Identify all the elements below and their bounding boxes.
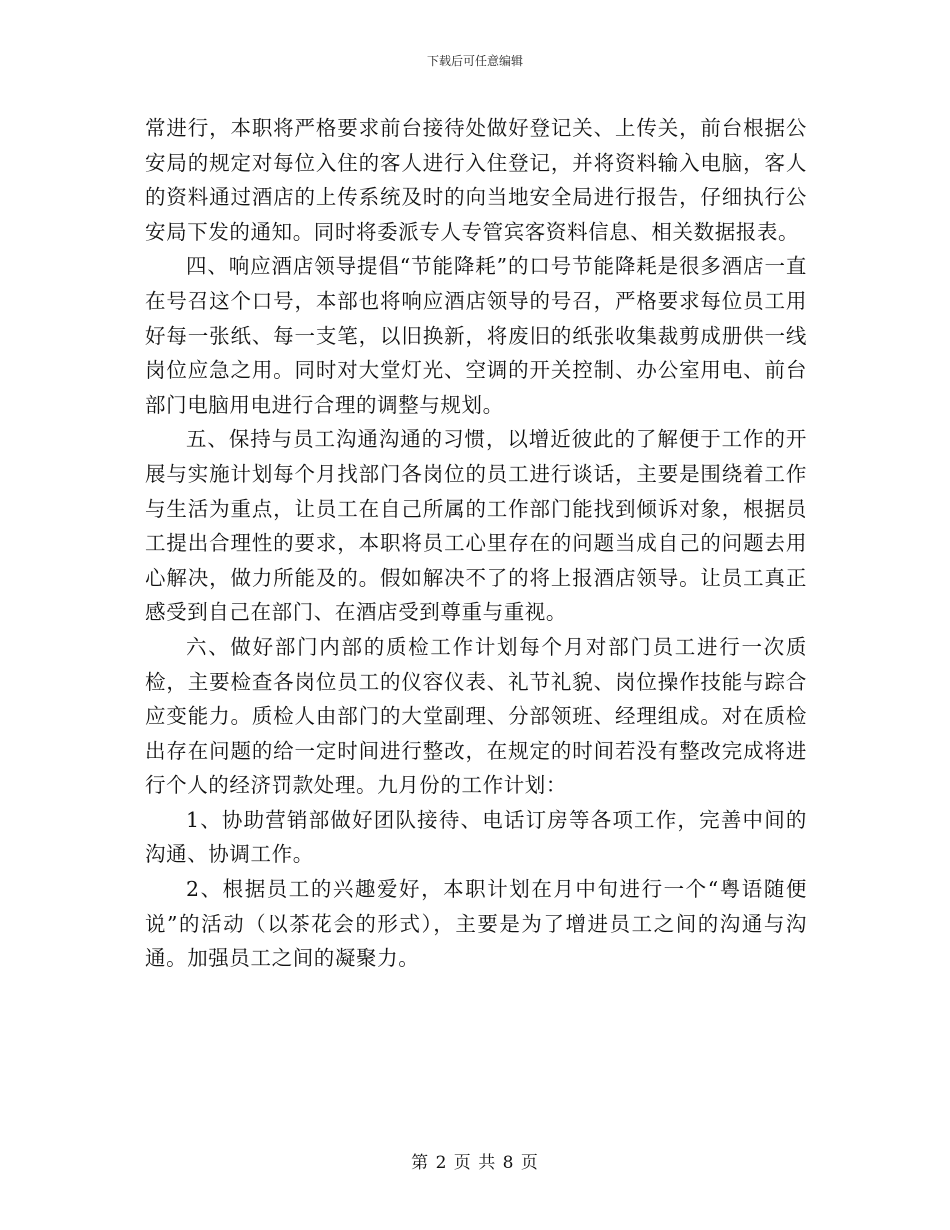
paragraph-item-2: 2、根据员工的兴趣爱好，本职计划在月中旬进行一个“粤语随便说”的活动（以茶花会的形式），主要是为了增进员工之间的沟通与沟通。加强员工之间的凝聚力。 — [145, 877, 807, 971]
paragraph-section-5: 五、保持与员工沟通沟通的习惯，以增近彼此的了解便于工作的开展与实施计划每个月找部门各岗位的员工进行谈话，主要是围绕着工作与生活为重点，让员工在自己所属的工作部门能找到倾诉对象，根据员工提出合理性的要求，本职将员工心里存在的问题当成自己的问题去用心解决，做力所能及的。假如解决不了的将上报酒店领导。让员工真正感受到自己在部门、在酒店受到尊重与重视。 — [145, 427, 807, 625]
document-body — [145, 111, 807, 976]
paragraph-item-1: 1、协助营销部做好团队接待、电话订房等各项工作，完善中间的沟通、协调工作。 — [145, 807, 807, 867]
page-number: 第 2 页 共 8 页 — [411, 1153, 539, 1173]
page-header: 下载后可任意编辑 — [426, 54, 523, 68]
paragraph-section-6: 六、做好部门内部的质检工作计划每个月对部门员工进行一次质检，主要检查各岗位员工的仪容仪表、礼节礼貌、岗位操作技能与踪合应变能力。质检人由部门的大堂副理、分部领班、经理组成。对在质检出存在问题的给一定时间进行整改，在规定的时间若没有整改完成将进行个人的经济罚款处理。九月份的工作计划： — [145, 634, 807, 798]
paragraph-continued: 常进行，本职将严格要求前台接待处做好登记关、上传关，前台根据公安局的规定对每位入住的客人进行入住登记，并将资料输入电脑，客人的资料通过酒店的上传系统及时的向当地安全局进行报告，仔细执行公安局下发的通知。同时将委派专人专管宾客资料信息、相关数据报表。 — [145, 116, 807, 244]
paragraph-section-4: 四、响应酒店领导提倡“节能降耗”的口号节能降耗是很多酒店一直在号召这个口号，本部也将响应酒店领导的号召，严格要求每位员工用好每一张纸、每一支笔，以旧换新，将废旧的纸张收集裁剪成册供一线岗位应急之用。同时对大堂灯光、空调的开关控制、办公室用电、前台部门电脑用电进行合理的调整与规划。 — [145, 254, 807, 417]
